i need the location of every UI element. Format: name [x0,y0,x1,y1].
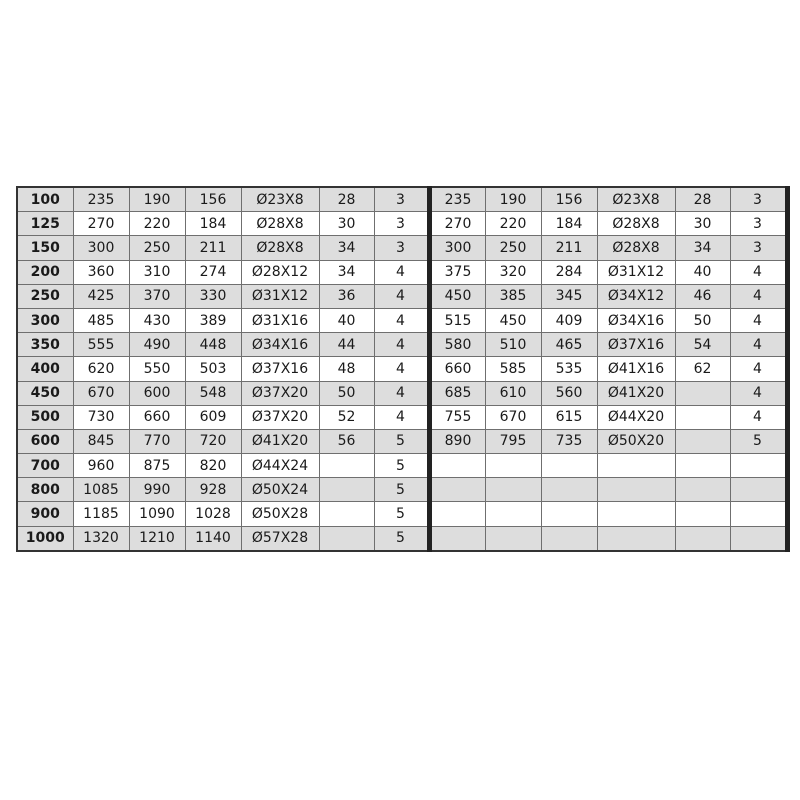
left-value-cell: 990 [129,478,185,502]
left-value-cell [319,478,374,502]
right-value-cell: 535 [541,357,597,381]
left-value-cell: 425 [73,284,129,308]
right-value-cell: 615 [541,405,597,429]
left-value-cell: 4 [374,260,429,284]
left-value-cell: 448 [185,333,241,357]
left-value-cell: 235 [73,187,129,212]
right-value-cell [597,478,675,502]
left-value-cell: 609 [185,405,241,429]
nominal-size-cell: 500 [17,405,73,429]
right-value-cell: 660 [429,357,485,381]
right-value-cell: 270 [429,212,485,236]
left-value-cell: 1185 [73,502,129,526]
left-value-cell: 670 [73,381,129,405]
table-row [17,284,787,308]
right-value-cell [675,454,730,478]
right-value-cell: 580 [429,333,485,357]
right-value-cell: 284 [541,260,597,284]
left-value-cell: 5 [374,454,429,478]
left-value-cell: 5 [374,429,429,453]
left-value-cell: 310 [129,260,185,284]
left-value-cell: 660 [129,405,185,429]
right-value-cell: 345 [541,284,597,308]
left-value-cell: 3 [374,212,429,236]
right-value-cell: Ø28X8 [597,212,675,236]
right-value-cell: 685 [429,381,485,405]
left-value-cell: 5 [374,478,429,502]
table-row [17,381,787,405]
right-value-cell: 585 [485,357,541,381]
right-value-cell: Ø44X20 [597,405,675,429]
right-value-cell: 465 [541,333,597,357]
right-value-cell [597,526,675,551]
left-value-cell: 4 [374,333,429,357]
left-value-cell: 485 [73,308,129,332]
nominal-size-cell: 250 [17,284,73,308]
right-value-cell [730,502,787,526]
left-value-cell: Ø50X28 [241,502,319,526]
left-value-cell: Ø37X20 [241,405,319,429]
right-value-cell: 5 [730,429,787,453]
right-value-cell: 190 [485,187,541,212]
right-value-cell: 385 [485,284,541,308]
right-value-cell [730,454,787,478]
left-value-cell: 34 [319,236,374,260]
left-value-cell: 960 [73,454,129,478]
table-body [17,187,787,551]
left-value-cell: 190 [129,187,185,212]
right-value-cell: 515 [429,308,485,332]
table-row [17,454,787,478]
left-value-cell: 720 [185,429,241,453]
left-value-cell: 3 [374,187,429,212]
table-row [17,526,787,551]
right-value-cell [675,502,730,526]
nominal-size-cell: 450 [17,381,73,405]
left-value-cell: Ø37X20 [241,381,319,405]
table-row [17,187,787,212]
right-value-cell [429,454,485,478]
left-value-cell: 370 [129,284,185,308]
right-value-cell: 34 [675,236,730,260]
left-value-cell: 845 [73,429,129,453]
right-value-cell: 320 [485,260,541,284]
left-value-cell: 40 [319,308,374,332]
right-value-cell [541,502,597,526]
left-value-cell [319,502,374,526]
right-value-cell: 409 [541,308,597,332]
right-value-cell: Ø31X12 [597,260,675,284]
left-value-cell: 730 [73,405,129,429]
left-value-cell: 34 [319,260,374,284]
left-value-cell: Ø31X12 [241,284,319,308]
right-value-cell: Ø50X20 [597,429,675,453]
nominal-size-cell: 800 [17,478,73,502]
right-value-cell [597,454,675,478]
left-value-cell: 1085 [73,478,129,502]
left-value-cell: Ø50X24 [241,478,319,502]
right-value-cell: 4 [730,333,787,357]
table-row [17,333,787,357]
right-value-cell: 4 [730,405,787,429]
left-value-cell: 211 [185,236,241,260]
right-value-cell [429,478,485,502]
left-value-cell: Ø28X8 [241,212,319,236]
right-value-cell: 300 [429,236,485,260]
left-value-cell: 360 [73,260,129,284]
left-value-cell: 503 [185,357,241,381]
right-value-cell: 450 [429,284,485,308]
left-value-cell: 1140 [185,526,241,551]
right-value-cell [485,502,541,526]
left-value-cell: 600 [129,381,185,405]
right-value-cell: 156 [541,187,597,212]
right-value-cell: 211 [541,236,597,260]
right-value-cell: 890 [429,429,485,453]
left-value-cell: Ø37X16 [241,357,319,381]
left-value-cell: Ø41X20 [241,429,319,453]
left-value-cell: 30 [319,212,374,236]
left-value-cell: Ø28X12 [241,260,319,284]
right-value-cell: Ø23X8 [597,187,675,212]
right-value-cell: Ø41X20 [597,381,675,405]
table-row [17,308,787,332]
right-value-cell: 375 [429,260,485,284]
left-value-cell: 50 [319,381,374,405]
right-value-cell: 184 [541,212,597,236]
left-value-cell: 48 [319,357,374,381]
left-value-cell: 28 [319,187,374,212]
nominal-size-cell: 700 [17,454,73,478]
right-value-cell [485,478,541,502]
left-value-cell: Ø44X24 [241,454,319,478]
nominal-size-cell: 600 [17,429,73,453]
left-value-cell: 4 [374,381,429,405]
right-value-cell [597,502,675,526]
nominal-size-cell: 350 [17,333,73,357]
nominal-size-cell: 100 [17,187,73,212]
right-value-cell: 610 [485,381,541,405]
nominal-size-cell: 300 [17,308,73,332]
right-value-cell [541,526,597,551]
right-value-cell [675,478,730,502]
left-value-cell: 156 [185,187,241,212]
left-value-cell: 5 [374,526,429,551]
right-value-cell [730,478,787,502]
nominal-size-cell: 900 [17,502,73,526]
left-value-cell: 220 [129,212,185,236]
left-value-cell: 1028 [185,502,241,526]
right-value-cell: Ø34X16 [597,308,675,332]
table-row [17,405,787,429]
right-value-cell: 755 [429,405,485,429]
right-value-cell: 735 [541,429,597,453]
right-value-cell [541,454,597,478]
table-row [17,357,787,381]
left-value-cell: 4 [374,308,429,332]
left-value-cell: Ø31X16 [241,308,319,332]
left-value-cell: 330 [185,284,241,308]
right-value-cell: 4 [730,381,787,405]
right-value-cell: 235 [429,187,485,212]
right-value-cell: 510 [485,333,541,357]
right-value-cell: 450 [485,308,541,332]
right-value-cell: Ø41X16 [597,357,675,381]
left-value-cell: 430 [129,308,185,332]
left-value-cell: 1320 [73,526,129,551]
right-value-cell: 62 [675,357,730,381]
right-value-cell: 220 [485,212,541,236]
left-value-cell: 184 [185,212,241,236]
left-value-cell: 4 [374,357,429,381]
left-value-cell: 3 [374,236,429,260]
left-value-cell: 875 [129,454,185,478]
left-value-cell: 4 [374,405,429,429]
left-value-cell: 4 [374,284,429,308]
table-row [17,502,787,526]
left-value-cell: Ø23X8 [241,187,319,212]
right-value-cell [485,454,541,478]
left-value-cell: Ø28X8 [241,236,319,260]
left-value-cell: 928 [185,478,241,502]
left-value-cell: 5 [374,502,429,526]
right-value-cell [541,478,597,502]
left-value-cell: 56 [319,429,374,453]
nominal-size-cell: 125 [17,212,73,236]
flange-dimension-table [16,186,790,552]
right-value-cell [730,526,787,551]
right-value-cell: 4 [730,284,787,308]
left-value-cell: 490 [129,333,185,357]
left-value-cell: 620 [73,357,129,381]
left-value-cell: 550 [129,357,185,381]
right-value-cell: 4 [730,357,787,381]
right-value-cell: 30 [675,212,730,236]
table-row [17,236,787,260]
right-value-cell: 3 [730,236,787,260]
left-value-cell: 270 [73,212,129,236]
left-value-cell: 1210 [129,526,185,551]
right-value-cell: 40 [675,260,730,284]
right-value-cell: 670 [485,405,541,429]
left-value-cell: 36 [319,284,374,308]
right-value-cell [429,502,485,526]
left-value-cell: 548 [185,381,241,405]
right-value-cell: 795 [485,429,541,453]
left-value-cell: 44 [319,333,374,357]
left-value-cell: 52 [319,405,374,429]
right-value-cell: Ø37X16 [597,333,675,357]
left-value-cell: 1090 [129,502,185,526]
left-value-cell: 820 [185,454,241,478]
table-row [17,478,787,502]
right-value-cell: 4 [730,308,787,332]
left-value-cell: 770 [129,429,185,453]
table-row [17,429,787,453]
right-value-cell: 46 [675,284,730,308]
nominal-size-cell: 200 [17,260,73,284]
table-row [17,260,787,284]
right-value-cell [675,405,730,429]
right-value-cell: 28 [675,187,730,212]
left-value-cell: 274 [185,260,241,284]
right-value-cell: Ø34X12 [597,284,675,308]
left-value-cell: 555 [73,333,129,357]
left-value-cell: Ø57X28 [241,526,319,551]
right-value-cell: 50 [675,308,730,332]
right-value-cell: 3 [730,187,787,212]
right-value-cell: 54 [675,333,730,357]
right-value-cell [429,526,485,551]
right-value-cell: 4 [730,260,787,284]
left-value-cell: Ø34X16 [241,333,319,357]
nominal-size-cell: 1000 [17,526,73,551]
nominal-size-cell: 400 [17,357,73,381]
right-value-cell: Ø28X8 [597,236,675,260]
left-value-cell: 300 [73,236,129,260]
nominal-size-cell: 150 [17,236,73,260]
left-value-cell [319,454,374,478]
right-value-cell [675,526,730,551]
right-value-cell: 250 [485,236,541,260]
table-row [17,212,787,236]
right-value-cell [675,381,730,405]
right-value-cell [485,526,541,551]
left-value-cell: 389 [185,308,241,332]
right-value-cell: 3 [730,212,787,236]
left-value-cell [319,526,374,551]
right-value-cell [675,429,730,453]
left-value-cell: 250 [129,236,185,260]
right-value-cell: 560 [541,381,597,405]
